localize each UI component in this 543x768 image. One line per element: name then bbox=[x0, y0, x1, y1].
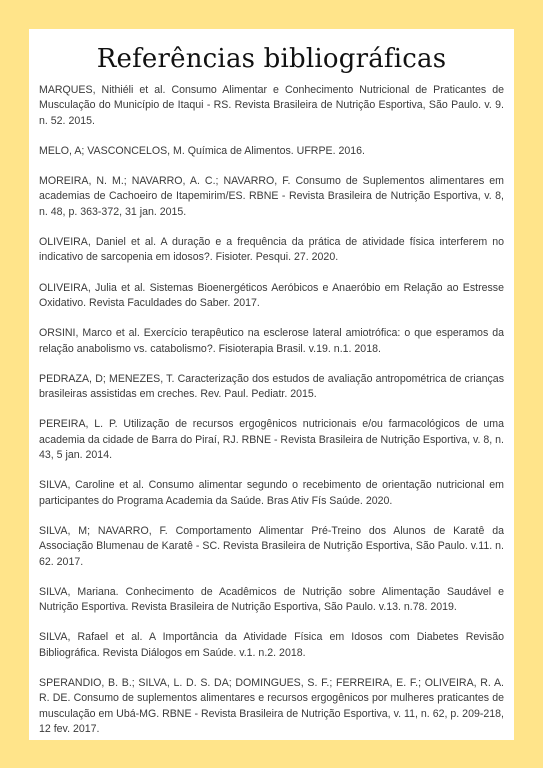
reference-list bbox=[39, 83, 504, 737]
reference-item: OLIVEIRA, Daniel et al. A duração e a frequência da prática de atividade física interferem no indicativo de sarcopenia em idosos?. Fisioter. Pesqui. 27. 2020. bbox=[39, 236, 504, 264]
page-title: Referências bibliográficas bbox=[96, 44, 447, 74]
reference-item: PEDRAZA, D; MENEZES, T. Caracterização dos estudos de avaliação antropométrica de crianças brasileiras assistidas em creches. Rev. Paul. Pediatr. 2015. bbox=[39, 372, 504, 401]
reference-item: SILVA, Caroline et al. Consumo alimentar segundo o recebimento de orientação nutricional em participantes do Programa Academia da Saúde. Bras Ativ Fís Saúde. 2020. bbox=[39, 479, 504, 507]
reference-item: MARQUES, Nithiéli et al. Consumo Alimentar e Conhecimento Nutricional de Praticantes de Musculação do Município de Itaqui - RS. Revista Brasileira de Nutrição Esportiva, São Paulo. v. 9. n. 52. 2015. bbox=[39, 84, 504, 127]
reference-item: ORSINI, Marco et al. Exercício terapêutico na esclerose lateral amiotrófica: o que esperamos da relação anabolismo vs. catabolismo?. Fisioterapia Brasil. v.19. n.1. 2018. bbox=[39, 327, 504, 355]
reference-item: SILVA, Rafael et al. A Importância da Atividade Física em Idosos com Diabetes Revisão Bibliográfica. Revista Diálogos em Saúde. v.1. n.2. 2018. bbox=[39, 631, 504, 659]
reference-item: OLIVEIRA, Julia et al. Sistemas Bioenergéticos Aeróbicos e Anaeróbio em Relação ao Estresse Oxidativo. Revista Faculdades do Saber. 2017. bbox=[39, 281, 504, 309]
reference-item: SILVA, M; NAVARRO, F. Comportamento Alimentar Pré-Treino dos Alunos de Karatê da Associação Blumenau de Karatê - SC. Revista Brasileira de Nutrição Esportiva, São Paulo. v.11. n. 62. 2017. bbox=[39, 524, 504, 568]
reference-item: MELO, A; VASCONCELOS, M. Química de Alimentos. UFRPE. 2016. bbox=[39, 144, 365, 157]
document-page bbox=[29, 29, 514, 740]
reference-item: SILVA, Mariana. Conhecimento de Acadêmicos de Nutrição sobre Alimentação Saudável e Nutrição Esportiva. Revista Brasileira de Nutrição Esportiva, São Paulo. v.13. n.78. 2019. bbox=[39, 585, 504, 614]
reference-item: SPERANDIO, B. B.; SILVA, L. D. S. DA; DOMINGUES, S. F.; FERREIRA, E. F.; OLIVEIRA, R. A. R. DE. Consumo de suplementos alimentares e recursos ergogênicos por mulheres praticantes de musculação em Ubá-MG. RBNE - Revista Brasileira de Nutrição Esportiva, v. 11, n. 62, p. 209-218, 12 fev. 2017. bbox=[39, 677, 504, 735]
reference-item: MOREIRA, N. M.; NAVARRO, A. C.; NAVARRO, F. Consumo de Suplementos alimentares em academias de Cachoeiro de Itapemirim/ES. RBNE - Revista Brasileira de Nutrição Esportiva, v. 8, n. 48, p. 363-372, 31 jan. 2015. bbox=[39, 175, 504, 218]
reference-item: PEREIRA, L. P. Utilização de recursos ergogênicos nutricionais e/ou farmacológicos de uma academia da cidade de Barra do Piraí, RJ. RBNE - Revista Brasileira de Nutrição Esportiva, v. 8, n. 43, 5 jan. 2014. bbox=[39, 418, 504, 462]
